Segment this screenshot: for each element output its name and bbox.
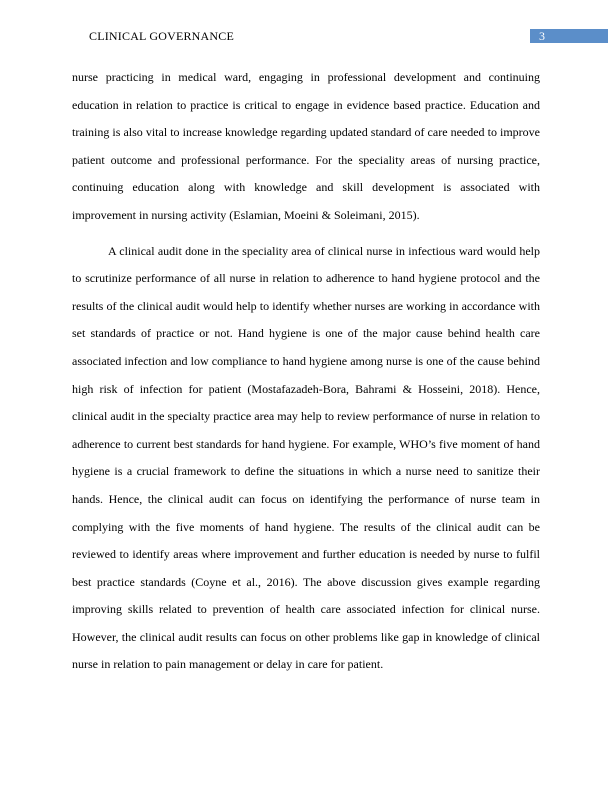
page-number-badge xyxy=(530,29,608,43)
document-body xyxy=(72,64,540,687)
body-paragraph: A clinical audit done in the speciality area of clinical nurse in infectious ward would help to scrutinize performance of all nurse in relation to adherence to hand hygiene protocol and the results of the clinical audit would help to identify whether nurses are working in accordance with set standards of practice or not. Hand hygiene is one of the major cause behind health care associated infection and low compliance to hand hygiene among nurse is one of the cause behind high risk of infection for patient (Mostafazadeh-Bora, Bahrami & Hosseini, 2018). Hence, clinical audit in the specialty practice area may help to review performance of nurse in relation to adherence to current best standards for hand hygiene. For example, WHO’s five moment of hand hygiene is a crucial framework to define the situations in which a nurse need to sanitize their hands. Hence, the clinical audit can focus on identifying the performance of nurse team in complying with the five moments of hand hygiene. The results of the clinical audit can be reviewed to identify areas where improvement and further education is needed by nurse to fulfil best practice standards (Coyne et al., 2016). The above discussion gives example regarding improving skills related to prevention of health care associated infection for clinical nurse. However, the clinical audit results can focus on other problems like gap in knowledge of clinical nurse in relation to pain management or delay in care for patient. xyxy=(72,243,540,672)
page-number: 3 xyxy=(539,29,545,43)
body-paragraph: nurse practicing in medical ward, engaging in professional development and continuing education in relation to practice is critical to engage in evidence based practice. Education and training is also vital to increase knowledge regarding updated standard of care needed to improve patient outcome and professional performance. For the speciality areas of nursing practice, continuing education along with knowledge and skill development is associated with improvement in nursing activity (Eslamian, Moeini & Soleimani, 2015). xyxy=(72,70,540,222)
running-header-title: CLINICAL GOVERNANCE xyxy=(89,29,235,43)
